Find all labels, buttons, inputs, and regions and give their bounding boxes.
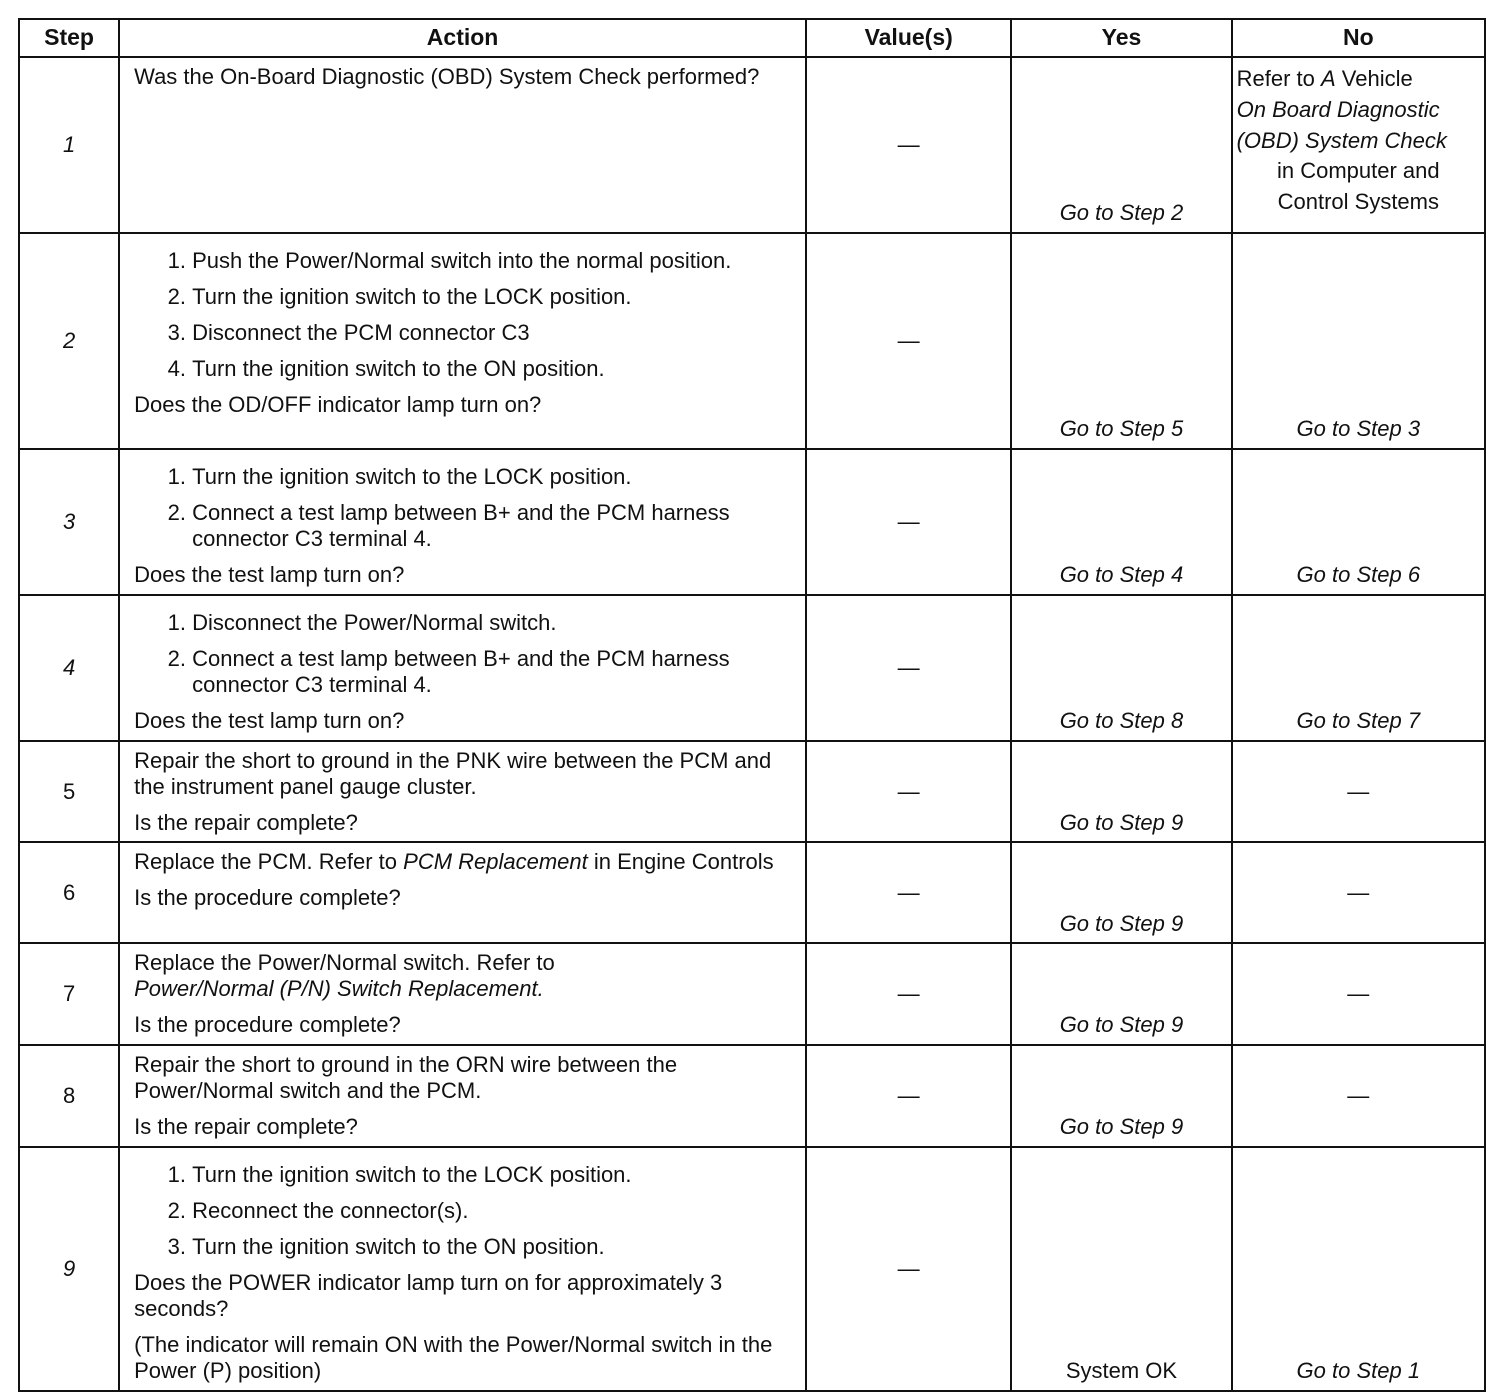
header-action: Action xyxy=(119,19,806,57)
yes-link[interactable]: Go to Step 2 xyxy=(1059,200,1184,226)
action-cell xyxy=(119,1147,806,1391)
value-cell: — xyxy=(806,57,1011,233)
action-step: 2. Turn the ignition switch to the LOCK position. xyxy=(192,284,795,310)
no-reference[interactable] xyxy=(1233,58,1484,224)
yes-cell xyxy=(1011,842,1231,943)
action-cell xyxy=(119,842,806,943)
value-cell: — xyxy=(806,1045,1011,1147)
header-step: Step xyxy=(19,19,119,57)
action-step: 1. Turn the ignition switch to the LOCK position. xyxy=(192,464,795,490)
no-ref-a: A xyxy=(1320,66,1336,91)
action-question: Does the test lamp turn on? xyxy=(134,561,405,587)
header-no: No xyxy=(1232,19,1485,57)
no-ref-line2: On Board Diagnostic xyxy=(1236,96,1440,122)
header-yes: Yes xyxy=(1011,19,1231,57)
step-number: 6 xyxy=(19,842,119,943)
no-cell xyxy=(1232,449,1485,595)
action-step: 2. Reconnect the connector(s). xyxy=(192,1198,795,1224)
action-cell xyxy=(119,595,806,741)
action-step: 1. Push the Power/Normal switch into the normal position. xyxy=(192,248,795,274)
step-number: 5 xyxy=(19,741,119,843)
yes-link[interactable]: Go to Step 8 xyxy=(1059,707,1184,733)
action-question: Is the repair complete? xyxy=(134,809,358,835)
step-number: 1 xyxy=(19,57,119,233)
no-cell xyxy=(1232,595,1485,741)
action-cell xyxy=(119,1045,806,1147)
action-cell xyxy=(119,449,806,595)
action-text-part: Replace the Power/Normal switch. Refer to xyxy=(134,950,555,976)
no-ref-line5: Control Systems xyxy=(1277,189,1439,215)
action-cell xyxy=(119,233,806,449)
no-ref-line3: (OBD) System Check xyxy=(1236,127,1447,153)
no-cell: — xyxy=(1232,842,1485,943)
value-cell: — xyxy=(806,842,1011,943)
step-number: 3 xyxy=(19,449,119,595)
action-question: Is the procedure complete? xyxy=(134,1012,401,1038)
table-row-step-5 xyxy=(19,741,1485,843)
value-cell: — xyxy=(806,595,1011,741)
step-number: 2 xyxy=(19,233,119,449)
yes-cell xyxy=(1011,595,1231,741)
table-row-step-4 xyxy=(19,595,1485,741)
action-step: 2. Connect a test lamp between B+ and the PCM harness connector C3 terminal 4. xyxy=(192,500,795,552)
action-question: Does the OD/OFF indicator lamp turn on? xyxy=(134,391,542,417)
action-step: 2. Connect a test lamp between B+ and the PCM harness connector C3 terminal 4. xyxy=(192,646,795,698)
action-text-part: Replace the PCM. Refer to xyxy=(134,849,404,875)
no-ref-prefix: Refer to xyxy=(1236,66,1321,91)
header-values: Value(s) xyxy=(806,19,1011,57)
action-steps-list xyxy=(134,464,795,552)
yes-link[interactable]: Go to Step 9 xyxy=(1059,809,1184,835)
no-ref-vehicle: Vehicle xyxy=(1335,66,1413,91)
diagnostic-table xyxy=(18,18,1486,1392)
value-cell: — xyxy=(806,233,1011,449)
action-text: Was the On-Board Diagnostic (OBD) System Check performed? xyxy=(134,64,760,89)
action-step: 4. Turn the ignition switch to the ON position. xyxy=(192,356,795,382)
no-cell: — xyxy=(1232,1045,1485,1147)
action-cell xyxy=(119,57,806,233)
action-text: Repair the short to ground in the PNK wire between the PCM and the instrument panel gauge cluster. xyxy=(134,747,772,799)
yes-cell xyxy=(1011,741,1231,843)
yes-cell xyxy=(1011,449,1231,595)
yes-result: System OK xyxy=(1065,1357,1178,1383)
no-cell xyxy=(1232,233,1485,449)
no-link[interactable]: Go to Step 3 xyxy=(1296,416,1421,442)
action-steps-list xyxy=(134,1162,795,1260)
action-steps-list xyxy=(134,248,795,382)
no-cell xyxy=(1232,1147,1485,1391)
action-step: 1. Disconnect the Power/Normal switch. xyxy=(192,610,795,636)
value-cell: — xyxy=(806,943,1011,1045)
step-number: 8 xyxy=(19,1045,119,1147)
table-row-step-9 xyxy=(19,1147,1485,1391)
no-cell xyxy=(1232,57,1485,233)
value-cell: — xyxy=(806,1147,1011,1391)
value-cell: — xyxy=(806,741,1011,843)
yes-cell xyxy=(1011,1147,1231,1391)
action-text: Repair the short to ground in the ORN wire between the Power/Normal switch and the PCM. xyxy=(134,1052,678,1104)
table-row-step-2 xyxy=(19,233,1485,449)
step-number: 7 xyxy=(19,943,119,1045)
yes-cell xyxy=(1011,1045,1231,1147)
yes-link[interactable]: Go to Step 9 xyxy=(1059,1012,1184,1038)
action-question: Is the procedure complete? xyxy=(134,885,401,911)
action-cell xyxy=(119,943,806,1045)
diagnostic-table-container xyxy=(18,18,1486,1392)
value-cell: — xyxy=(806,449,1011,595)
no-cell: — xyxy=(1232,741,1485,843)
action-note: (The indicator will remain ON with the Power/Normal switch in the Power (P) position) xyxy=(134,1331,773,1383)
action-steps-list xyxy=(134,610,795,698)
table-row-step-7 xyxy=(19,943,1485,1045)
action-text-part: in Engine Controls xyxy=(587,849,774,875)
table-row-step-6 xyxy=(19,842,1485,943)
action-step: 3. Turn the ignition switch to the ON position. xyxy=(192,1234,795,1260)
table-row-step-3 xyxy=(19,449,1485,595)
table-row-step-8 xyxy=(19,1045,1485,1147)
table-row-step-1 xyxy=(19,57,1485,233)
yes-link[interactable]: Go to Step 4 xyxy=(1059,561,1184,587)
yes-cell xyxy=(1011,943,1231,1045)
step-number: 4 xyxy=(19,595,119,741)
header-row xyxy=(19,19,1485,57)
yes-cell xyxy=(1011,233,1231,449)
no-link[interactable]: Go to Step 6 xyxy=(1296,561,1421,587)
action-text xyxy=(134,950,795,1002)
yes-cell xyxy=(1011,57,1231,233)
yes-link[interactable]: Go to Step 9 xyxy=(1059,910,1184,936)
action-step: 3. Disconnect the PCM connector C3 xyxy=(192,320,795,346)
no-cell: — xyxy=(1232,943,1485,1045)
yes-link[interactable]: Go to Step 9 xyxy=(1059,1114,1184,1140)
action-question: Is the repair complete? xyxy=(134,1114,358,1140)
pcm-replacement-ref[interactable]: PCM Replacement xyxy=(403,849,588,875)
action-step: 1. Turn the ignition switch to the LOCK position. xyxy=(192,1162,795,1188)
yes-link[interactable]: Go to Step 5 xyxy=(1059,416,1184,442)
action-question: Does the test lamp turn on? xyxy=(134,707,405,733)
no-link[interactable]: Go to Step 1 xyxy=(1296,1357,1421,1383)
switch-replacement-ref[interactable]: Power/Normal (P/N) Switch Replacement. xyxy=(134,976,544,1002)
no-ref-line4: in Computer and xyxy=(1276,158,1440,184)
action-cell xyxy=(119,741,806,843)
action-text xyxy=(134,849,795,875)
step-number: 9 xyxy=(19,1147,119,1391)
no-link[interactable]: Go to Step 7 xyxy=(1296,707,1421,733)
action-question: Does the POWER indicator lamp turn on for approximately 3 seconds? xyxy=(134,1270,723,1322)
